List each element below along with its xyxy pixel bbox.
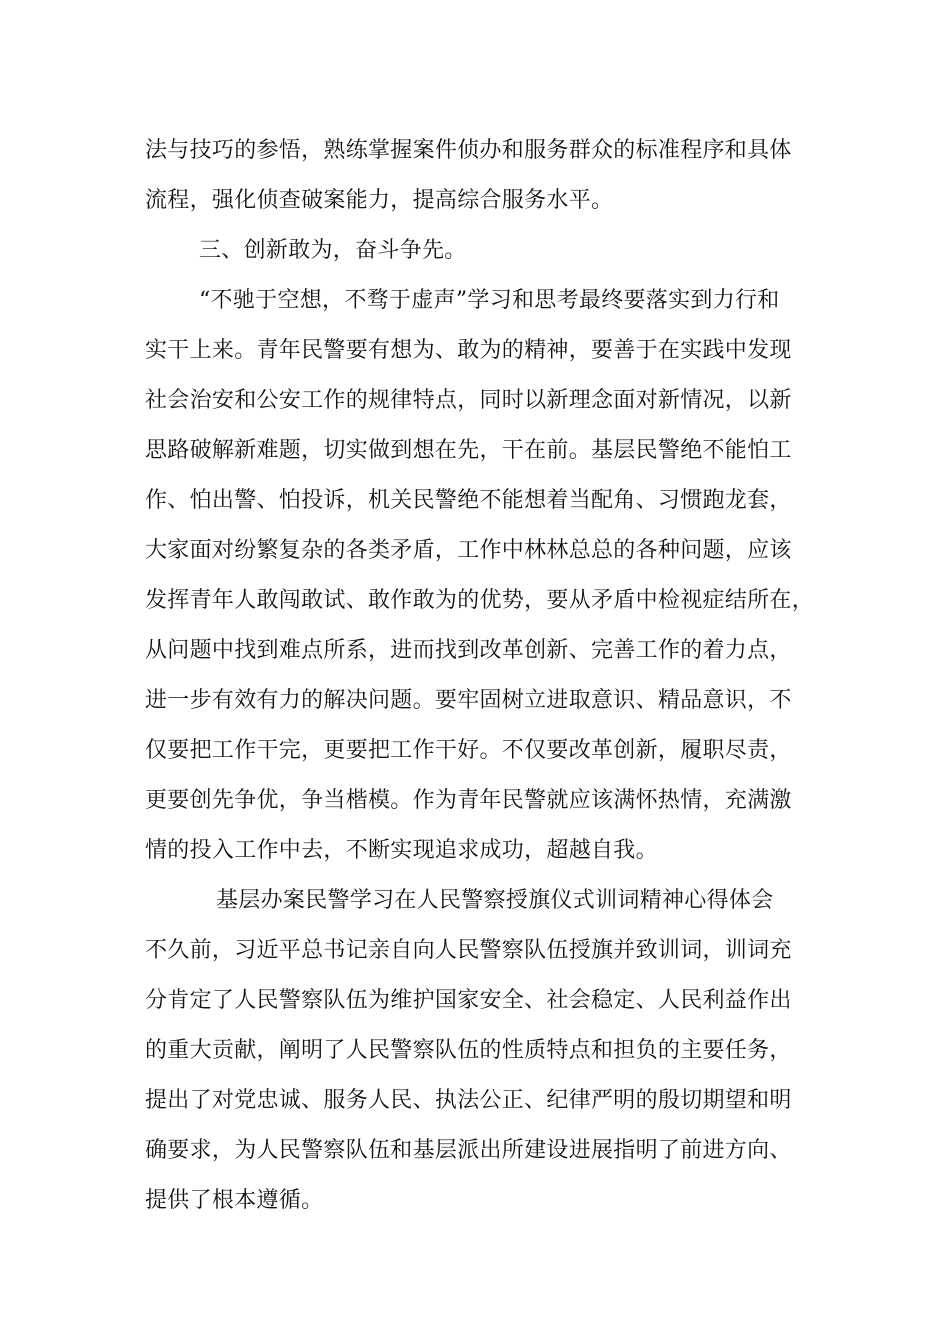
text-line-10: 发挥青年人敢闯敢试、敢作敢为的优势，要从矛盾中检视症结所在， [145,588,815,613]
article-title: 基层办案民警学习在人民警察授旗仪式训词精神心得体会 [216,888,774,913]
text-line-20: 提出了对党忠诚、服务人民、执法公正、纪律严明的殷切期望和明 [145,1088,792,1113]
text-line-8: 作、怕出警、怕投诉，机关民警绝不能想着当配角、习惯跑龙套， [145,488,792,513]
text-line-22: 提供了根本遵循。 [145,1188,324,1213]
text-line-15: 情的投入工作中去，不断实现追求成功，超越自我。 [145,838,658,863]
text-line-12: 进一步有效有力的解决问题。要牢固树立进取意识、精品意识，不 [145,688,792,713]
text-line-1: 法与技巧的参悟，熟练掌握案件侦办和服务群众的标准程序和具体 [145,138,792,163]
text-line-17: 不久前，习近平总书记亲自向人民警察队伍授旗并致训词，训词充 [145,938,792,963]
text-line-13: 仅要把工作干完，更要把工作干好。不仅要改革创新，履职尽责， [145,738,792,763]
text-line-9: 大家面对纷繁复杂的各类矛盾，工作中林林总总的各种问题，应该 [145,538,792,563]
text-line-21: 确要求，为人民警察队伍和基层派出所建设进展指明了前进方向、 [145,1138,792,1163]
text-line-7: 思路破解新难题，切实做到想在先，干在前。基层民警绝不能怕工 [145,438,792,463]
text-line-19: 的重大贡献，阐明了人民警察队伍的性质特点和担负的主要任务， [145,1038,792,1063]
text-line-2: 流程，强化侦查破案能力，提高综合服务水平。 [145,188,614,213]
text-line-6: 社会治安和公安工作的规律特点，同时以新理念面对新情况，以新 [145,388,792,413]
text-line-11: 从问题中找到难点所系，进而找到改革创新、完善工作的着力点， [145,638,792,663]
section-heading: 三、创新敢为，奋斗争先。 [199,238,467,263]
text-line-18: 分肯定了人民警察队伍为维护国家安全、社会稳定、人民利益作出 [145,988,792,1013]
text-line-4: “不驰于空想，不骛于虚声”学习和思考最终要落实到力行和 [199,288,780,313]
text-line-14: 更要创先争优，争当楷模。作为青年民警就应该满怀热情，充满激 [145,788,792,813]
text-line-5: 实干上来。青年民警要有想为、敢为的精神，要善于在实践中发现 [145,338,792,363]
